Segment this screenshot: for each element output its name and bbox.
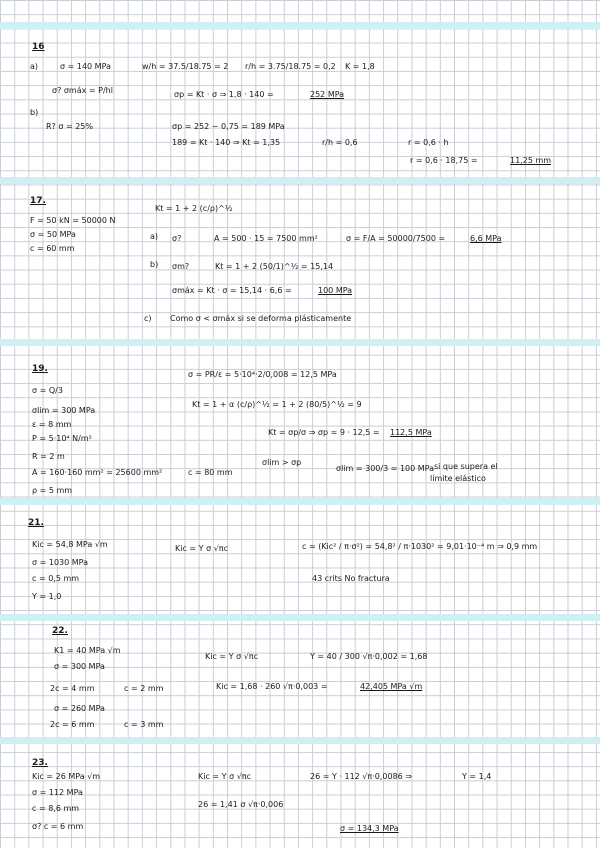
equation: A = 500 · 15 = 7500 mm²	[214, 234, 318, 243]
problem-number: 21.	[28, 518, 44, 528]
result-value: 100 MPa	[318, 286, 353, 295]
given-value: σ = 112 MPa	[32, 788, 83, 797]
equation: 189 = Kt · 140 ⇒ Kt = 1,35	[172, 138, 281, 147]
given-value: c = 80 mm	[188, 468, 233, 477]
equation: w/h = 37.5/18.75 = 2	[142, 62, 229, 71]
given-value: A = 160·160 mm² = 25600 mm²	[32, 468, 163, 477]
equation: Kt = 1 + 2 (c/ρ)^½	[155, 204, 233, 213]
equation: Kic = Y σ √πc	[175, 544, 229, 553]
part-label: b)	[150, 260, 159, 269]
given-value: ρ = 5 mm	[32, 486, 73, 495]
given-value: 2c = 6 mm	[50, 720, 95, 729]
section-band	[0, 498, 600, 505]
given-value: σ = 50 MPa	[30, 230, 76, 239]
result-value: 112,5 MPa	[390, 428, 432, 437]
note: 43 crits No fractura	[312, 574, 390, 583]
given-value: c = 8,6 mm	[32, 804, 80, 813]
problem-number: 16	[32, 42, 45, 52]
equation: Y = 1,4	[462, 772, 492, 781]
equation: σlim > σp	[262, 458, 302, 467]
given-value: σ = 260 MPa	[54, 704, 105, 713]
given-value: σ? c = 6 mm	[32, 822, 84, 831]
part-label: b)	[30, 108, 39, 117]
equation: Kic = Y σ √πc	[205, 652, 259, 661]
equation: σ = PR/ε = 5·10⁴·2/0,008 = 12,5 MPa	[188, 370, 337, 379]
problem-number: 23.	[32, 758, 48, 768]
equation: Y = 40 / 300 √π·0,002 = 1,68	[310, 652, 428, 661]
given-value: σ = 300 MPa	[54, 662, 105, 671]
given-value: σ = 140 MPa	[60, 62, 111, 71]
problem-number: 19.	[32, 364, 48, 374]
given-value: K1 = 40 MPa √m	[54, 646, 121, 655]
section-band	[0, 177, 600, 184]
equation: r/h = 0,6	[322, 138, 358, 147]
note: límite elástico	[430, 474, 486, 483]
section-band	[0, 614, 600, 621]
given-value: c = 2 mm	[124, 684, 164, 693]
given-value: Y = 1,0	[32, 592, 62, 601]
given-value: Kic = 26 MPa √m	[32, 772, 101, 781]
given-value: c = 0,5 mm	[32, 574, 80, 583]
result-value: 42,405 MPa √m	[360, 682, 423, 691]
equation: Kic = 1,68 · 260 √π·0,003 =	[216, 682, 328, 691]
part-label: a)	[150, 232, 159, 241]
question: σ?	[172, 234, 182, 243]
given-value: F = 50 kN = 50000 N	[30, 216, 116, 225]
equation: σmáx = Kt · σ = 15,14 · 6,6 =	[172, 286, 292, 295]
note: si que supera el	[434, 462, 498, 471]
result-value: 6,6 MPa	[470, 234, 502, 243]
equation: c = (Kic² / π·σ²) = 54,8² / π·1030² = 9,01·10⁻⁴ m ⇒ 0,9 mm	[302, 542, 538, 551]
equation: Kt = 1 + 2 (50/1)^½ = 15,14	[215, 262, 334, 271]
equation: 26 = Y · 112 √π·0,0086 ⇒	[310, 772, 412, 781]
result-value: 11,25 mm	[510, 156, 552, 165]
equation: Kt = 1 + α (c/ρ)^½ = 1 + 2 (80/5)^½ = 9	[192, 400, 362, 409]
given-value: P = 5·10⁴ N/m²	[32, 434, 92, 443]
equation: K = 1,8	[345, 62, 375, 71]
given-value: R = 2 m	[32, 452, 65, 461]
given-value: 2c = 4 mm	[50, 684, 95, 693]
given-value: σ = 1030 MPa	[32, 558, 89, 567]
question: R? σ = 25%	[46, 122, 93, 131]
equation: σ = F/A = 50000/7500 =	[346, 234, 446, 243]
equation: σp = Kt · σ ⇒ 1,8 · 140 =	[174, 90, 274, 99]
section-band	[0, 737, 600, 744]
given-value: σlim = 300 MPa	[32, 406, 96, 415]
equation: r = 0,6 · h	[408, 138, 449, 147]
part-label: c)	[144, 314, 152, 323]
equation: Kic = Y σ √πc	[198, 772, 252, 781]
section-band	[0, 22, 600, 29]
problem-number: 22.	[52, 626, 68, 636]
equation: r/h = 3.75/18.75 = 0,2	[245, 62, 336, 71]
conclusion: Como σ < σmáx si se deforma plásticamente	[170, 314, 352, 323]
result-value: 252 MPa	[310, 90, 345, 99]
problem-number: 17.	[30, 196, 46, 206]
given-value: c = 3 mm	[124, 720, 164, 729]
question: σ? σmáx = P/hl	[52, 86, 113, 95]
equation: σlim = 300/3 = 100 MPa	[336, 464, 435, 473]
result-value: σ = 134,3 MPa	[340, 824, 399, 833]
equation: σp = 252 − 0,75 = 189 MPa	[172, 122, 285, 131]
equation: Kt = σp/σ ⇒ σp = 9 · 12,5 =	[268, 428, 380, 437]
given-value: ε = 8 mm	[32, 420, 72, 429]
given-value: c = 60 mm	[30, 244, 75, 253]
equation: 26 = 1,41 σ √π·0,006	[198, 800, 284, 809]
section-band	[0, 339, 600, 346]
part-label: a)	[30, 62, 39, 71]
given-value: Kic = 54,8 MPa √m	[32, 540, 108, 549]
question: σm?	[172, 262, 190, 271]
given-value: σ = Q/3	[32, 386, 63, 395]
equation: r = 0,6 · 18,75 =	[410, 156, 478, 165]
